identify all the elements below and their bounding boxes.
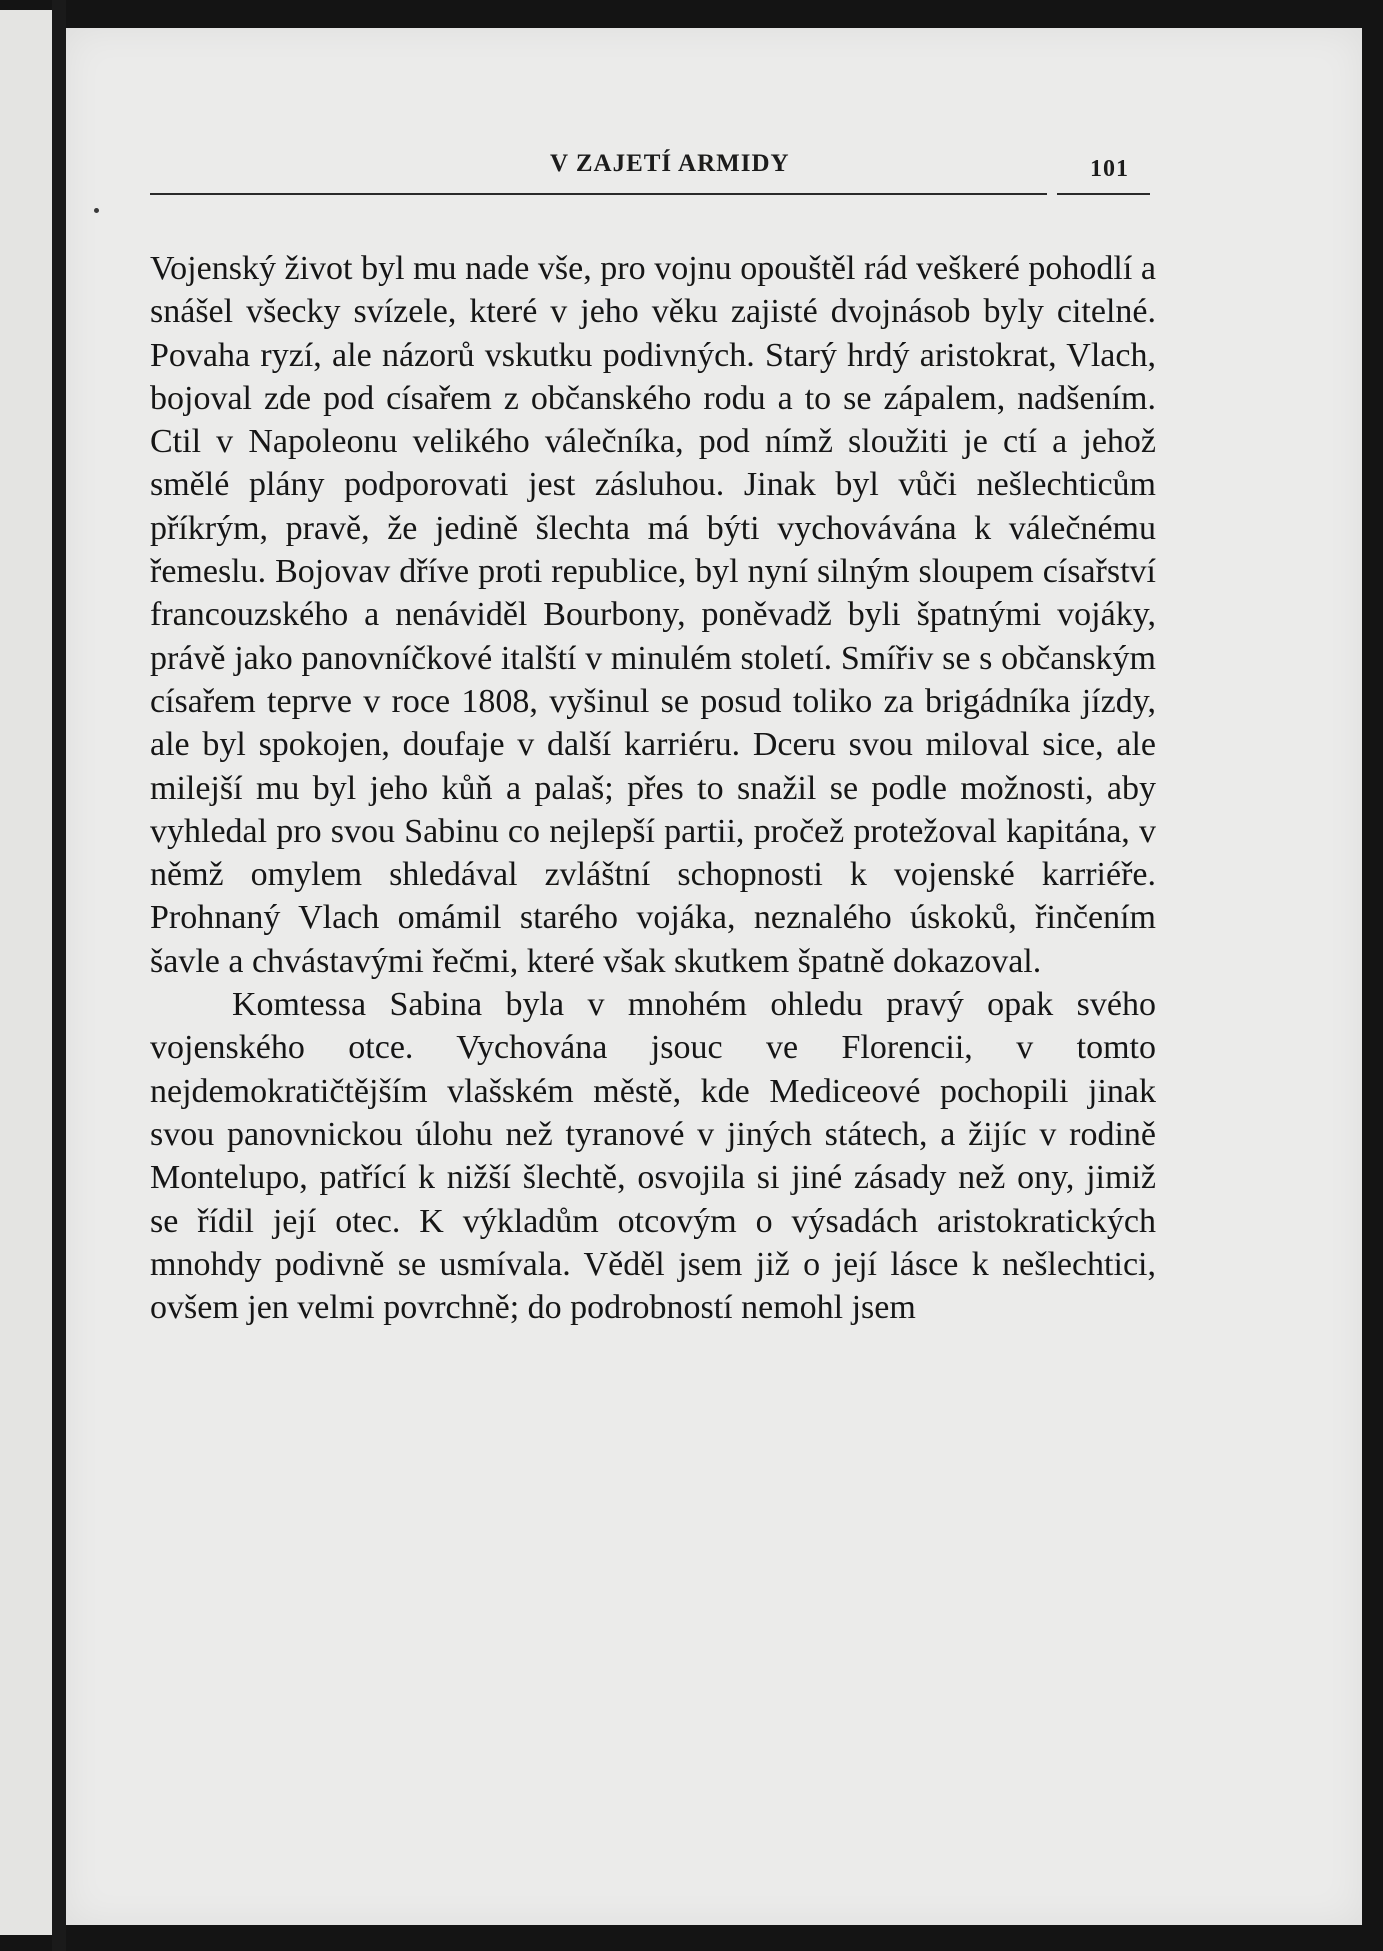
paragraph: Vojenský život byl mu nade vše, pro vojnu opouštěl rád veškeré pohodlí a snášel všecky svízele, které v jeho věku zajisté dvojnásob byly citelné. Povaha ryzí, ale názorů vskutku podivných. Starý hrdý aristokrat, Vlach, bojoval zde pod císařem z občanského rodu a to se zápalem, nadšením. Ctil v Napoleonu velikého válečníka, pod nímž sloužiti je ctí a jehož smělé plány podporovati jest zásluhou. Jinak byl vůči nešlechticům příkrým, pravě, že jedině šlechta má býti vychovávána k válečnému řemeslu. Bojovav dříve proti republice, byl nyní silným sloupem císařství francouzského a nenáviděl Bourbony, poněvadž byli špatnými vojáky, právě jako panovníčkové italští v minulém století. Smířiv se s občanským císařem teprve v roce 1808, vyšinul se posud toliko za brigádníka jízdy, ale byl spokojen, doufaje v další karriéru. Dceru svou miloval sice, ale milejší mu byl jeho kůň a palaš; přes to snažil se podle možnosti, aby vyhledal pro svou Sabinu co nejlepší partii, pročež protežoval kapitána, v němž omylem shledával zvláštní schopnosti k vojenské karriéře. Prohnaný Vlach omámil starého vojáka, neznalého úskoků, řinčením šavle a chvástavými řečmi, které však skutkem špatně dokazoval. (150, 250, 1156, 980)
running-header (152, 122, 1152, 182)
running-title: V ZAJETÍ ARMIDY (550, 150, 790, 177)
body-text (150, 247, 1156, 1329)
header-rule (150, 193, 1150, 195)
header-rule-gap (1047, 192, 1057, 196)
previous-page-edge (0, 10, 52, 1935)
page-number: 101 (1090, 156, 1129, 182)
book-gutter (52, 0, 66, 1951)
paragraph: Komtessa Sabina byla v mnohém ohledu pravý opak svého vojenského otce. Vychována jsouc ve Florencii, v tomto nejdemokratičtějším vlašském městě, kde Mediceové pochopili jinak svou panovnickou úlohu než tyranové v jiných státech, a žijíc v rodině Montelupo, patřící k nižší šlechtě, osvojila si jiné zásady než ony, jimiž se řídil její otec. K výkladům otcovým o výsadách aristokratických mnohdy podivně se usmívala. Věděl jsem již o její lásce k nešlechtici, ovšem jen velmi povrchně; do podrobností nemohl jsem (150, 986, 1156, 1327)
dust-speck (94, 208, 99, 213)
